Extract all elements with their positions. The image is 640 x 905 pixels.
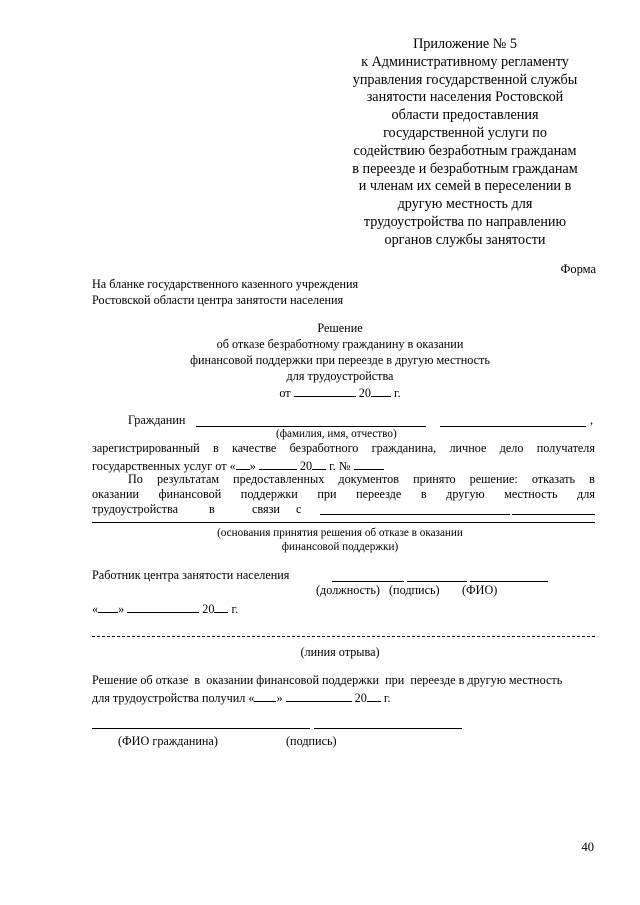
word: результатам bbox=[156, 472, 220, 486]
decision-line-1: об отказе безработному гражданину в оказании bbox=[216, 337, 464, 351]
year-blank bbox=[367, 689, 381, 702]
appendix-line: трудоустройства по направлению bbox=[363, 213, 567, 230]
reg-quote: » bbox=[249, 459, 256, 473]
word: другую bbox=[446, 487, 485, 501]
caption-citizen-fio: (ФИО гражданина) bbox=[118, 734, 218, 748]
position-line bbox=[332, 581, 404, 582]
results-word-3: связи bbox=[252, 502, 280, 516]
year-blank bbox=[371, 384, 391, 397]
quote-close: » bbox=[276, 691, 283, 705]
citizen-caption: (фамилия, имя, отчество) bbox=[276, 428, 397, 440]
tear-line bbox=[92, 636, 595, 637]
date-suffix: г. bbox=[383, 691, 391, 705]
decision-title: Решение bbox=[317, 321, 363, 335]
word: финансовой bbox=[158, 487, 222, 501]
reason-line-a bbox=[320, 514, 510, 515]
page-number: 40 bbox=[581, 840, 594, 854]
reg-number-label: г. № bbox=[329, 459, 351, 473]
date-blank bbox=[294, 384, 356, 397]
registration-line-1 bbox=[92, 441, 595, 456]
year: 20 bbox=[202, 602, 215, 616]
results-word-1: трудоустройства bbox=[92, 502, 178, 516]
citizen-label: Гражданин bbox=[128, 413, 186, 427]
caption-position: (должность) bbox=[316, 583, 380, 597]
basis-caption-1: (основания принятия решения об отказе в оказании bbox=[217, 527, 463, 539]
letterhead-line-1: На бланке государственного казенного учреждения bbox=[92, 277, 359, 291]
results-word-4: с bbox=[296, 502, 302, 516]
word: дело bbox=[499, 441, 524, 455]
appendix-line: к Административному регламенту bbox=[361, 53, 569, 70]
appendix-line: содействию безработным гражданам bbox=[353, 142, 577, 159]
word: в bbox=[420, 487, 427, 501]
word: поддержки bbox=[240, 487, 298, 501]
caption-signature: (подпись) bbox=[389, 583, 440, 597]
date-year: 20 bbox=[358, 386, 371, 400]
worker-date bbox=[92, 600, 238, 617]
word: личное bbox=[449, 441, 487, 455]
year-blank bbox=[312, 457, 326, 470]
decision-line-2: финансовой поддержки при переезде в другую местность bbox=[190, 353, 490, 367]
word: при bbox=[317, 487, 337, 501]
word: отказать bbox=[531, 472, 576, 486]
date-suffix: г. bbox=[231, 602, 239, 616]
appendix-line: в переезде и безработным гражданам bbox=[352, 160, 578, 177]
letterhead-line-2: Ростовской области центра занятости населения bbox=[92, 293, 344, 307]
word: гражданина, bbox=[371, 441, 437, 455]
word: в bbox=[589, 472, 595, 486]
number-blank bbox=[354, 457, 384, 470]
quote-open: « bbox=[92, 602, 99, 616]
reg-year: 20 bbox=[299, 459, 313, 473]
month-blank bbox=[286, 689, 352, 702]
date-from-label: от bbox=[279, 386, 291, 400]
appendix-line: государственной услуги по bbox=[383, 124, 547, 141]
caption-citizen-signature: (подпись) bbox=[286, 734, 337, 748]
appendix-line: занятости населения Ростовской bbox=[366, 89, 564, 106]
appendix-block bbox=[330, 36, 600, 250]
fio-line bbox=[470, 581, 548, 582]
word: документов bbox=[338, 472, 400, 486]
word: По bbox=[128, 472, 143, 486]
citizen-name-line bbox=[196, 426, 426, 427]
date-suffix: г. bbox=[393, 386, 401, 400]
reg-text: государственных услуг от « bbox=[92, 459, 236, 473]
day-blank bbox=[98, 600, 118, 613]
results-line-2 bbox=[92, 487, 595, 502]
quote-close: » bbox=[118, 602, 125, 616]
citizen-name-line-2 bbox=[440, 426, 586, 427]
word: зарегистрированный bbox=[92, 441, 200, 455]
appendix-line: управления государственной службы bbox=[352, 71, 578, 88]
word: предоставленных bbox=[233, 472, 325, 486]
received-text: для трудоустройства получил « bbox=[92, 691, 255, 705]
day-blank bbox=[254, 689, 276, 702]
results-line-1 bbox=[128, 472, 595, 487]
worker-label: Работник центра занятости населения bbox=[92, 568, 290, 582]
caption-fio: (ФИО) bbox=[462, 583, 498, 597]
form-label: Форма bbox=[560, 262, 596, 276]
appendix-line: области предоставления bbox=[391, 107, 539, 124]
appendix-line: и членам их семей в переселении в bbox=[358, 178, 572, 195]
year: 20 bbox=[354, 691, 367, 705]
word: для bbox=[577, 487, 595, 501]
word: переезде bbox=[356, 487, 402, 501]
decision-date bbox=[0, 384, 640, 401]
signature-line bbox=[407, 581, 467, 582]
word: местность bbox=[504, 487, 558, 501]
appendix-line: Приложение № 5 bbox=[413, 36, 517, 52]
results-word-2: в bbox=[209, 502, 215, 516]
basis-caption-2: финансовой поддержки) bbox=[281, 541, 399, 553]
citizen-comma: , bbox=[590, 413, 594, 427]
reason-line-b bbox=[512, 514, 595, 515]
word: получателя bbox=[536, 441, 595, 455]
year-blank bbox=[214, 600, 228, 613]
received-line-2 bbox=[92, 689, 391, 706]
month-blank bbox=[259, 457, 297, 470]
day-blank bbox=[236, 457, 250, 470]
word: принято bbox=[413, 472, 456, 486]
word: безработного bbox=[289, 441, 359, 455]
decision-line-3: для трудоустройства bbox=[286, 369, 394, 383]
tear-caption: (линия отрыва) bbox=[300, 645, 380, 659]
month-blank bbox=[127, 600, 199, 613]
word: качестве bbox=[232, 441, 277, 455]
reason-line-full bbox=[92, 522, 595, 523]
word: оказании bbox=[92, 487, 140, 501]
citizen-fio-line bbox=[92, 728, 310, 729]
appendix-line: органов службы занятости bbox=[384, 231, 546, 248]
citizen-signature-line bbox=[314, 728, 462, 729]
word: в bbox=[212, 441, 219, 455]
word: решение: bbox=[469, 472, 518, 486]
appendix-line: другую местность для bbox=[397, 196, 533, 213]
received-line-1: Решение об отказе в оказании финансовой поддержки при переезде в другую местность bbox=[92, 673, 563, 687]
